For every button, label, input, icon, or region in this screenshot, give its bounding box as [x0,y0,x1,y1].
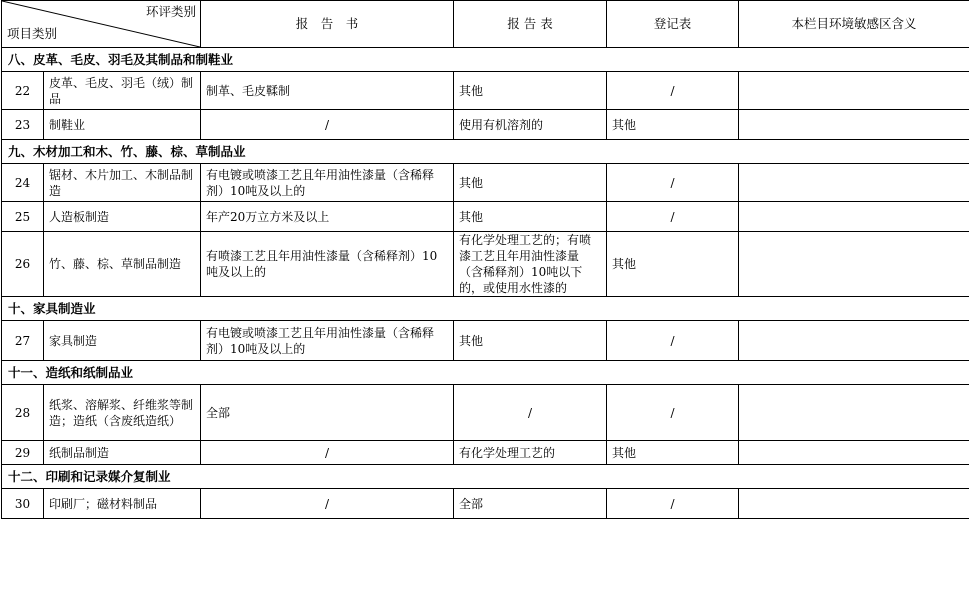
report-book-cell: / [201,489,454,519]
report-form-cell: / [454,385,607,441]
project-name: 制鞋业 [44,110,201,140]
section-title: 十一、造纸和纸制品业 [2,361,969,385]
report-book-cell: / [201,441,454,465]
section-row [2,140,969,164]
section-row [2,297,969,321]
sensitive-area-cell [739,202,969,232]
table-row [2,321,969,361]
report-form-cell: 其他 [454,202,607,232]
report-book-cell: 制革、毛皮鞣制 [201,72,454,110]
table-body [2,48,969,519]
report-book-header: 报 告 书 [201,1,454,48]
item-number: 26 [2,232,44,297]
registration-header: 登记表 [607,1,739,48]
table-row [2,72,969,110]
report-form-cell: 其他 [454,72,607,110]
section-title: 十、家具制造业 [2,297,969,321]
report-book-cell: 有喷漆工艺且年用油性漆量（含稀释剂）10吨及以上的 [201,232,454,297]
table-row [2,110,969,140]
project-name: 人造板制造 [44,202,201,232]
table-row [2,164,969,202]
item-number: 22 [2,72,44,110]
section-title: 八、皮革、毛皮、羽毛及其制品和制鞋业 [2,48,969,72]
registration-cell: / [607,164,739,202]
report-form-cell: 有化学处理工艺的；有喷漆工艺且年用油性漆量（含稀释剂）10吨以下的，或使用水性漆的 [454,232,607,297]
report-book-cell: 全部 [201,385,454,441]
section-title: 十二、印刷和记录媒介复制业 [2,465,969,489]
project-name: 皮革、毛皮、羽毛（绒）制品 [44,72,201,110]
registration-cell: / [607,385,739,441]
table-row [2,385,969,441]
table-row [2,232,969,297]
item-number: 27 [2,321,44,361]
table-row [2,202,969,232]
sensitive-area-cell [739,441,969,465]
report-form-header: 报 告 表 [454,1,607,48]
eia-classification-table [1,0,969,519]
diagonal-header-cell [2,1,201,48]
registration-cell: 其他 [607,110,739,140]
sensitive-area-cell [739,72,969,110]
report-form-cell: 全部 [454,489,607,519]
sensitive-area-header: 本栏目环境敏感区含义 [739,1,969,48]
report-book-cell: 有电镀或喷漆工艺且年用油性漆量（含稀释剂）10吨及以上的 [201,321,454,361]
sensitive-area-cell [739,232,969,297]
item-number: 29 [2,441,44,465]
table-row [2,441,969,465]
item-number: 28 [2,385,44,441]
registration-cell: / [607,321,739,361]
sensitive-area-cell [739,489,969,519]
project-name: 纸制品制造 [44,441,201,465]
registration-cell: / [607,72,739,110]
project-category-label: 项目类别 [7,26,58,41]
project-name: 纸浆、溶解浆、纤维浆等制造；造纸（含废纸造纸） [44,385,201,441]
section-title: 九、木材加工和木、竹、藤、棕、草制品业 [2,140,969,164]
project-name: 锯材、木片加工、木制品制造 [44,164,201,202]
report-book-cell: 有电镀或喷漆工艺且年用油性漆量（含稀释剂）10吨及以上的 [201,164,454,202]
eia-category-label: 环评类别 [145,4,196,19]
report-form-cell: 其他 [454,164,607,202]
section-row [2,48,969,72]
table-header-row [2,1,969,48]
report-form-cell: 使用有机溶剂的 [454,110,607,140]
item-number: 24 [2,164,44,202]
report-form-cell: 有化学处理工艺的 [454,441,607,465]
report-book-cell: / [201,110,454,140]
section-row [2,361,969,385]
item-number: 25 [2,202,44,232]
registration-cell: / [607,202,739,232]
registration-cell: 其他 [607,232,739,297]
report-form-cell: 其他 [454,321,607,361]
table-row [2,489,969,519]
project-name: 竹、藤、棕、草制品制造 [44,232,201,297]
report-book-cell: 年产20万立方米及以上 [201,202,454,232]
section-row [2,465,969,489]
sensitive-area-cell [739,110,969,140]
registration-cell: 其他 [607,441,739,465]
project-name: 印刷厂；磁材料制品 [44,489,201,519]
registration-cell: / [607,489,739,519]
project-name: 家具制造 [44,321,201,361]
sensitive-area-cell [739,321,969,361]
item-number: 23 [2,110,44,140]
item-number: 30 [2,489,44,519]
sensitive-area-cell [739,385,969,441]
sensitive-area-cell [739,164,969,202]
